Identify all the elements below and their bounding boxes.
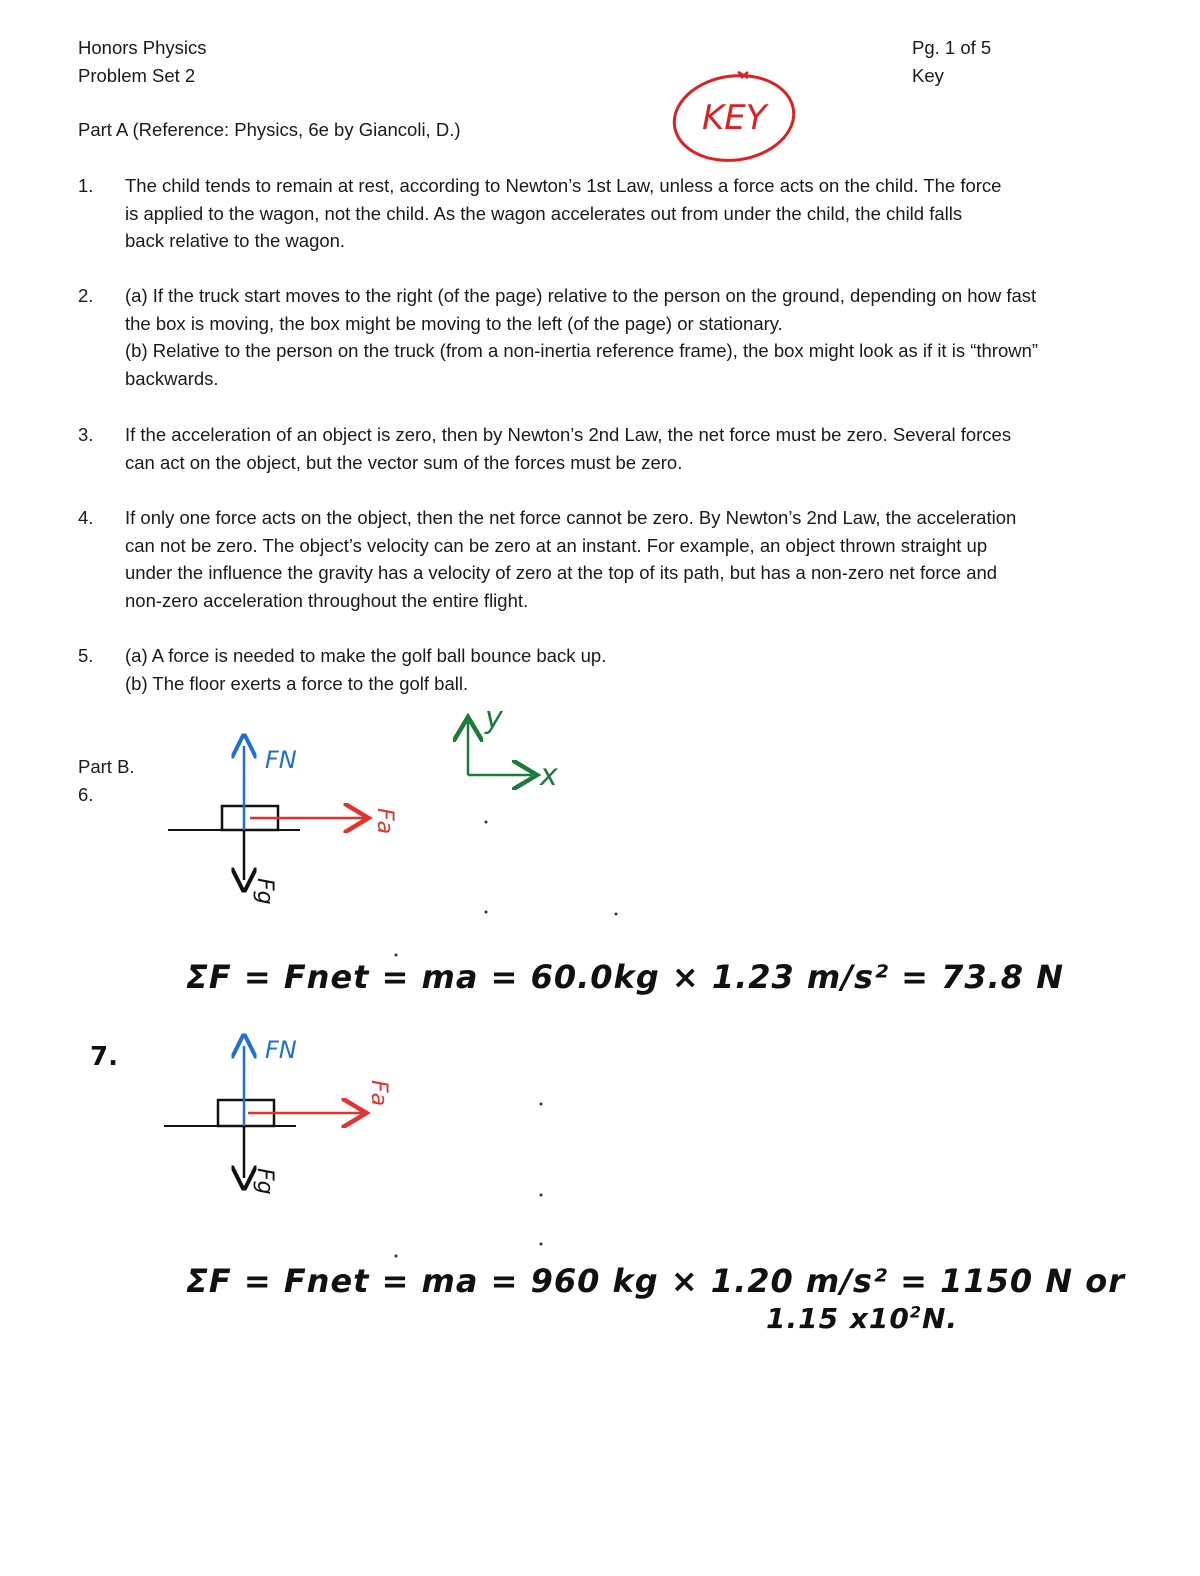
applied-force-label: Fa xyxy=(366,1080,391,1107)
part-a-heading: Part A (Reference: Physics, 6e by Giancoli, D.) xyxy=(78,119,461,140)
answer-line: If only one force acts on the object, then the net force cannot be zero. By Newton’s 2nd Law, the acceleration xyxy=(125,507,1017,528)
diagram-7 xyxy=(164,1036,391,1195)
sci-exponent: 2 xyxy=(909,1302,922,1322)
answer-line: can act on the object, but the vector sum of the forces must be zero. xyxy=(125,451,683,473)
y-axis-label: y xyxy=(485,701,503,736)
answer-line: back relative to the wagon. xyxy=(125,230,346,251)
x-axis-label: x xyxy=(540,758,558,793)
item-number: 5. xyxy=(78,645,94,666)
sci-unit: N. xyxy=(922,1302,959,1335)
answer-line: (b) The floor exerts a force to the golf ball. xyxy=(125,672,469,694)
answer-line: (b) Relative to the person on the truck (from a non-inertia reference frame), the box might look as if it is “thrown” xyxy=(125,340,1039,361)
answer-line: can not be zero. The object’s velocity can be zero at an instant. For example, an object thrown straight up xyxy=(125,534,988,556)
coordinate-axes xyxy=(468,701,558,793)
key-stamp-text: KEY xyxy=(702,98,767,138)
equation-7: ΣF = Fnet = ma = 960 kg × 1.20 m/s² = 1150 N or xyxy=(186,1262,1125,1300)
applied-force-label: Fa xyxy=(372,808,397,835)
answer-line: is applied to the wagon, not the child. As the wagon accelerates out from under the child, the child falls xyxy=(125,202,963,224)
answer-line: non-zero acceleration throughout the entire flight. xyxy=(125,589,529,611)
question-6-number: 6. xyxy=(78,784,94,805)
item-number: 4. xyxy=(78,507,94,528)
answer-line: the box is moving, the box might be moving to the left (of the page) or stationary. xyxy=(125,312,783,334)
answer-line: (a) If the truck start moves to the right (of the page) relative to the person on the ground, depending on how fast xyxy=(125,285,1037,306)
answer-line: backwards. xyxy=(125,367,219,389)
item-number: 2. xyxy=(78,285,94,306)
answer-line: (a) A force is needed to make the golf ball bounce back up. xyxy=(125,645,607,666)
gravity-force-label: Fg xyxy=(252,878,277,905)
answer-line: under the influence the gravity has a velocity of zero at the top of its path, but has a non-zero net force and xyxy=(125,562,998,583)
diagram-6 xyxy=(168,746,397,905)
page-number: Pg. 1 of 5 xyxy=(912,37,992,58)
item-number: 3. xyxy=(78,424,94,445)
sci-mantissa: 1.15 x10 xyxy=(766,1302,910,1335)
answer-line: If the acceleration of an object is zero, then by Newton’s 2nd Law, the net force must be zero. Several forces xyxy=(125,424,1012,445)
equation-6: ΣF = Fnet = ma = 60.0kg × 1.23 m/s² = 73.8 N xyxy=(186,958,1064,996)
gravity-force-label: Fg xyxy=(252,1168,277,1195)
normal-force-label: FN xyxy=(265,746,297,774)
answer-line: The child tends to remain at rest, according to Newton’s 1st Law, unless a force acts on the child. The force xyxy=(125,175,1002,196)
question-7-number: 7. xyxy=(90,1042,118,1072)
part-b-heading: Part B. xyxy=(78,756,135,777)
equation-7-sci xyxy=(766,1302,958,1335)
normal-force-label: FN xyxy=(265,1036,297,1064)
stray-dots xyxy=(395,821,618,1258)
course-title: Honors Physics xyxy=(78,37,207,58)
problem-set-title: Problem Set 2 xyxy=(78,65,196,86)
key-label: Key xyxy=(912,65,944,86)
item-number: 1. xyxy=(78,175,94,196)
